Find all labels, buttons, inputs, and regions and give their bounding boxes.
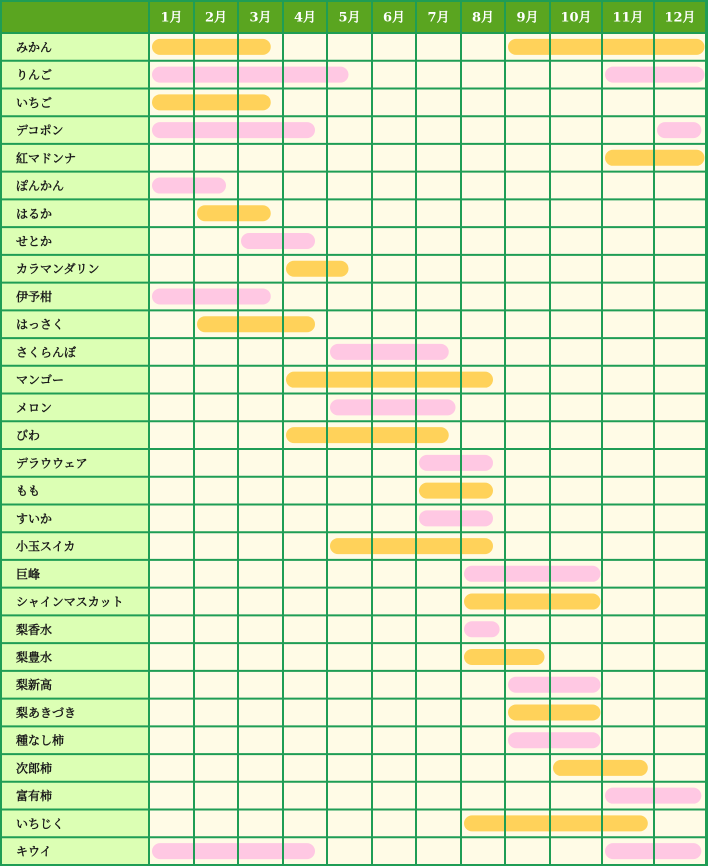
fruit-name: シャインマスカット — [16, 595, 124, 610]
season-bar — [330, 344, 449, 360]
month-header: 3月 — [249, 10, 272, 26]
season-bar — [464, 621, 500, 637]
month-header: 5月 — [338, 10, 361, 26]
season-bar — [152, 288, 271, 304]
month-header: 6月 — [382, 10, 406, 26]
fruit-name: マンゴー — [16, 373, 65, 388]
fruit-name: 小玉スイカ — [16, 539, 76, 554]
season-bar — [419, 455, 493, 471]
season-bar — [657, 122, 701, 138]
season-bar — [508, 39, 704, 55]
season-bar — [152, 67, 349, 83]
fruit-name: びわ — [16, 428, 41, 443]
month-header: 2月 — [204, 10, 228, 26]
fruit-name: キウイ — [16, 844, 52, 859]
fruit-name: デコポン — [16, 123, 64, 138]
month-header: 7月 — [427, 10, 450, 26]
season-bar — [464, 566, 600, 582]
fruit-name: いちご — [16, 95, 53, 110]
season-bar — [286, 427, 449, 443]
fruit-name: みかん — [16, 40, 53, 55]
season-bar — [330, 399, 456, 415]
season-bar — [197, 205, 271, 221]
season-bar — [553, 760, 648, 776]
month-header: 1月 — [160, 10, 183, 26]
fruit-name: 次郎柿 — [16, 761, 53, 776]
fruit-name: さくらんぼ — [16, 345, 77, 360]
fruit-name: メロン — [16, 400, 53, 415]
fruit-name: 梨豊水 — [16, 650, 53, 665]
fruit-name: 梨香水 — [16, 622, 53, 637]
fruit-name: 梨あきづき — [16, 705, 77, 720]
fruit-name: いちじく — [16, 816, 65, 831]
season-bar — [152, 39, 271, 55]
month-header: 12月 — [664, 10, 696, 26]
season-bar — [508, 732, 600, 748]
fruit-name: 伊予柑 — [16, 289, 53, 304]
season-bar — [152, 122, 315, 138]
fruit-name: 梨新高 — [16, 678, 53, 693]
fruit-name: ぽんかん — [16, 179, 65, 194]
month-header: 9月 — [516, 10, 539, 26]
season-bar — [419, 483, 493, 499]
month-header: 10月 — [560, 10, 592, 26]
fruit-name: せとか — [16, 234, 53, 249]
season-bar — [419, 510, 493, 526]
fruit-name: りんご — [16, 68, 53, 83]
season-bar — [286, 261, 349, 277]
season-bar — [152, 843, 315, 859]
fruit-name: デラウウェア — [16, 456, 88, 471]
season-bar — [464, 815, 648, 831]
fruit-name: カラマンダリン — [16, 262, 100, 277]
fruit-name: 種なし柿 — [16, 733, 65, 748]
fruit-name: 巨峰 — [16, 567, 41, 582]
season-bar — [464, 594, 600, 610]
month-header: 8月 — [471, 10, 495, 26]
fruit-name: 富有柿 — [16, 789, 53, 804]
season-bar — [152, 178, 226, 194]
season-bar — [152, 94, 271, 110]
month-header: 11月 — [612, 10, 644, 26]
month-header: 4月 — [293, 10, 317, 26]
season-bar — [330, 538, 493, 554]
fruit-name: はっさく — [16, 317, 65, 332]
fruit-name: もも — [16, 484, 41, 499]
fruit-name: すいか — [16, 511, 53, 526]
fruit-name: はるか — [16, 206, 53, 221]
season-bar — [241, 233, 315, 249]
season-bar — [508, 704, 600, 720]
season-bar — [508, 677, 600, 693]
fruit-name: 紅マドンナ — [16, 151, 77, 166]
season-bar — [197, 316, 315, 332]
